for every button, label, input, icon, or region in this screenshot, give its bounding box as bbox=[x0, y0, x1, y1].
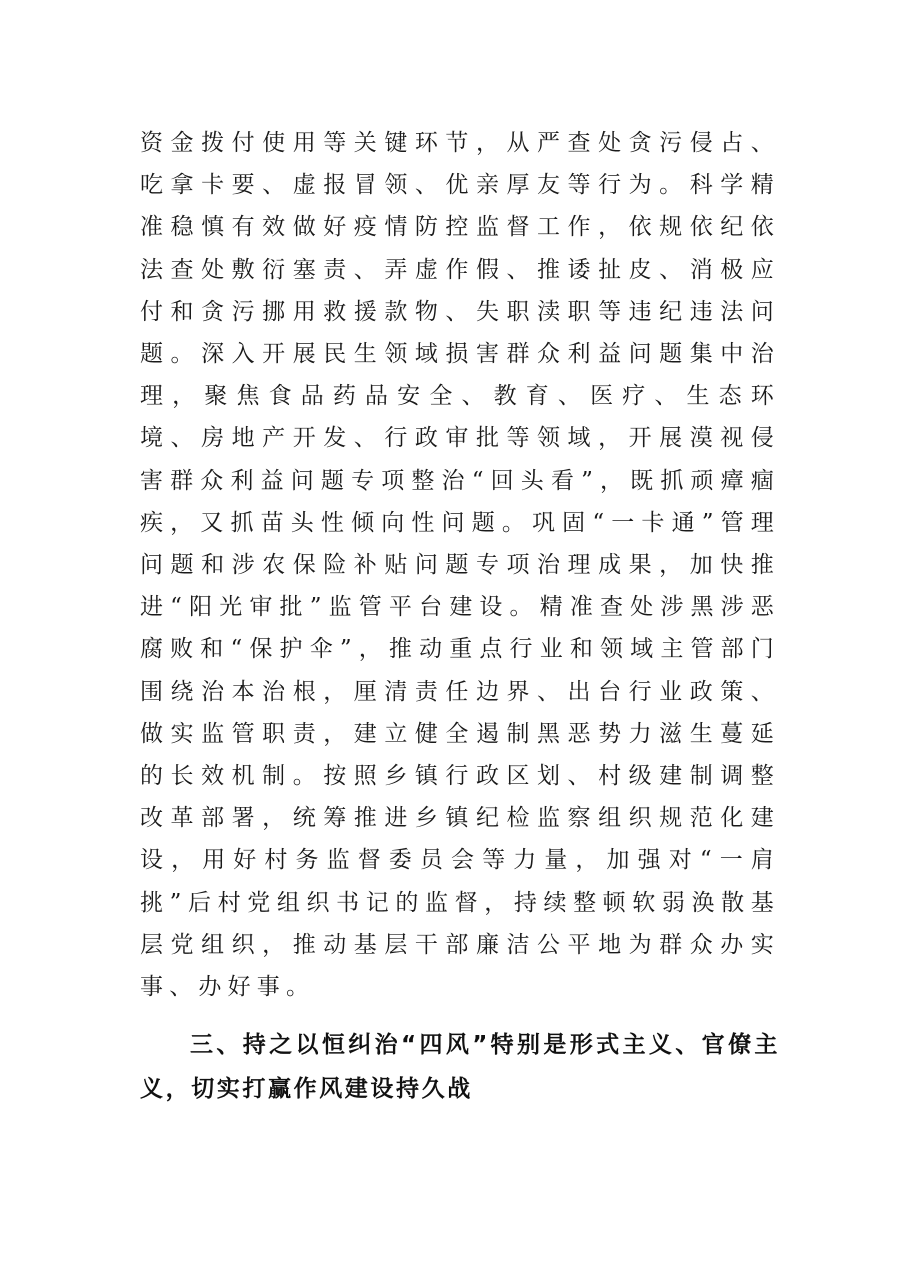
section-heading: 三、持之以恒纠治“四风”特别是形式主义、官僚主义，切实打赢作风建设持久战 bbox=[140, 1032, 780, 1102]
body-paragraph: 资金拨付使用等关键环节，从严查处贪污侵占、吃拿卡要、虚报冒领、优亲厚友等行为。科学精准稳慎有效做好疫情防控监督工作，依规依纪依法查处敷衍塞责、弄虚作假、推诿扯皮、消极应付和贪污挪用救援款物、失职渎职等违纪违法问题。深入开展民生领域损害群众利益问题集中治理，聚焦食品药品安全、教育、医疗、生态环境、房地产开发、行政审批等领域，开展漠视侵害群众利益问题专项整治“回头看”，既抓顽瘴痼疾，又抓苗头性倾向性问题。巩固“一卡通”管理问题和涉农保险补贴问题专项治理成果，加快推进“阳光审批”监管平台建设。精准查处涉黑涉恶腐败和“保护伞”，推动重点行业和领域主管部门围绕治本治根，厘清责任边界、出台行业政策、做实监管职责，建立健全遏制黑恶势力滋生蔓延的长效机制。按照乡镇行政区划、村级建制调整改革部署，统筹推进乡镇纪检监察组织规范化建设，用好村务监督委员会等力量，加强对“一肩挑”后村党组织书记的监督，持续整顿软弱涣散基层党组织，推动基层干部廉洁公平地为群众办实事、办好事。 bbox=[140, 130, 780, 1001]
